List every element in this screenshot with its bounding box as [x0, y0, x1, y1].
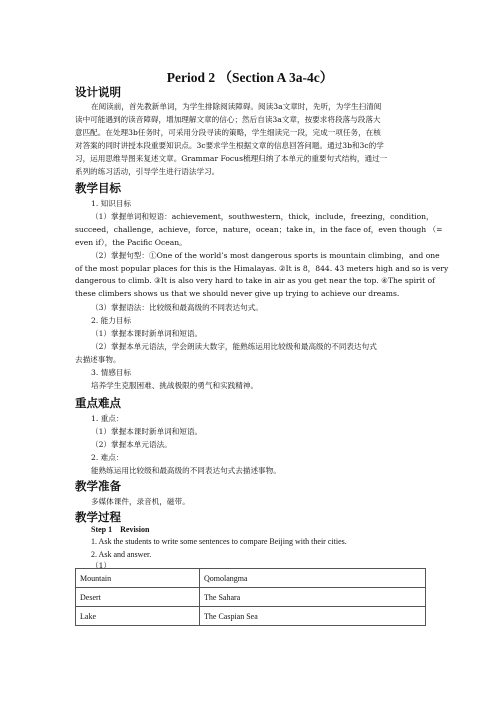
design-heading: 设计说明 — [75, 85, 121, 99]
sentence-line-4: these climbers shows us that we should never give up trying to achieve our dreams. — [75, 289, 400, 298]
table-cell: Lake — [76, 607, 200, 626]
process-item-1: 1. Ask the students to write some sentences to compare Beijing with their cities. — [91, 537, 347, 546]
table-cell: The Caspian Sea — [200, 607, 426, 626]
process-heading: 教学过程 — [75, 510, 121, 524]
ability-item-2-line-2: 去描述事物。 — [75, 355, 121, 364]
ability-goal: 2. 能力目标 — [91, 316, 132, 325]
difficulty-text: 能熟练运用比较级和最高级的不同表达句式去描述事物。 — [91, 466, 281, 475]
sentence-line-2: of the most popular places for this is the Himalayas. ②It is 8，844. 43 meters high and so is very — [75, 264, 449, 273]
design-line-4: 对答案的同时讲授本段重要知识点。3c要求学生根据文章的信息回答问题。通过3b和3c的学 — [75, 141, 384, 150]
vocab-line-1: （1）掌握单词和短语：achievement，southwestern，thick，include，freezing，condition， — [91, 212, 434, 221]
design-line-3: 意匹配。在处理3b任务时，可采用分段寻读的策略，学生细读完一段，完成一项任务，在核 — [75, 128, 381, 137]
page-title: Period 2 （Section A 3a-4c） — [166, 70, 334, 85]
key-item-2: （2）掌握本单元语法。 — [91, 440, 172, 449]
emotion-goal: 3. 情感目标 — [91, 368, 132, 377]
table-row — [76, 569, 426, 588]
key-label: 1. 重点： — [91, 414, 124, 423]
table-cell: Desert — [76, 588, 200, 607]
table-row — [76, 607, 426, 626]
ability-item-2-line-1: （2）掌握本单元语法，学会朗读大数字，能熟练运用比较级和最高级的不同表达句式 — [91, 342, 377, 351]
goals-heading: 教学目标 — [75, 181, 121, 195]
keypoints-heading: 重点难点 — [75, 396, 121, 410]
difficulty-label: 2. 难点： — [91, 453, 124, 462]
table-row — [76, 588, 426, 607]
table-cell: The Sahara — [200, 588, 426, 607]
grammar-goal: （3）掌握语法：比较级和最高级的不同表达句式。 — [91, 303, 263, 312]
design-line-5: 习，运用思维导图来复述文章。Grammar Focus梳理归纳了本单元的重要句式结构，通过一 — [75, 154, 388, 163]
process-sub-label: （1） — [91, 561, 112, 570]
revision-table — [75, 568, 426, 626]
table-cell: Qomolangma — [200, 569, 426, 588]
prep-text: 多媒体课件，录音机，磁带。 — [91, 497, 190, 506]
design-line-2: 读中可能遇到的读音障碍，增加理解文章的信心；然后自读3a文章，按要求将段落与段落大 — [75, 115, 381, 124]
design-line-6: 系列的练习活动，引导学生进行语法学习。 — [75, 167, 220, 176]
knowledge-goal: 1. 知识目标 — [91, 199, 132, 208]
table-cell: Mountain — [76, 569, 200, 588]
step-1-title: Step 1 Revision — [91, 525, 150, 534]
process-item-2: 2. Ask and answer. — [91, 550, 152, 559]
emotion-text: 培养学生克服困难、挑战极限的勇气和实践精神。 — [91, 381, 259, 390]
ability-item-1: （1）掌握本课时新单词和短语。 — [91, 329, 203, 338]
vocab-line-3: even if），the Pacific Ocean。 — [75, 238, 187, 247]
sentence-line-1: （2）掌握句型：①One of the world’s most dangerous sports is mountain climbing，and one — [91, 251, 440, 260]
sentence-line-3: dangerous to climb. ③It is also very hard to take in air as you get near the top. ④The spirit of — [75, 276, 435, 285]
vocab-line-2: succeed，challenge，achieve，force，nature，ocean；take in，in the face of，even though （= — [75, 225, 443, 234]
prep-heading: 教学准备 — [75, 479, 121, 493]
design-line-1: 在阅读前，首先教新单词，为学生排除阅读障碍。阅读3a文章时，先听，为学生扫清阅 — [91, 102, 382, 111]
key-item-1: （1）掌握本课时新单词和短语。 — [91, 427, 203, 436]
